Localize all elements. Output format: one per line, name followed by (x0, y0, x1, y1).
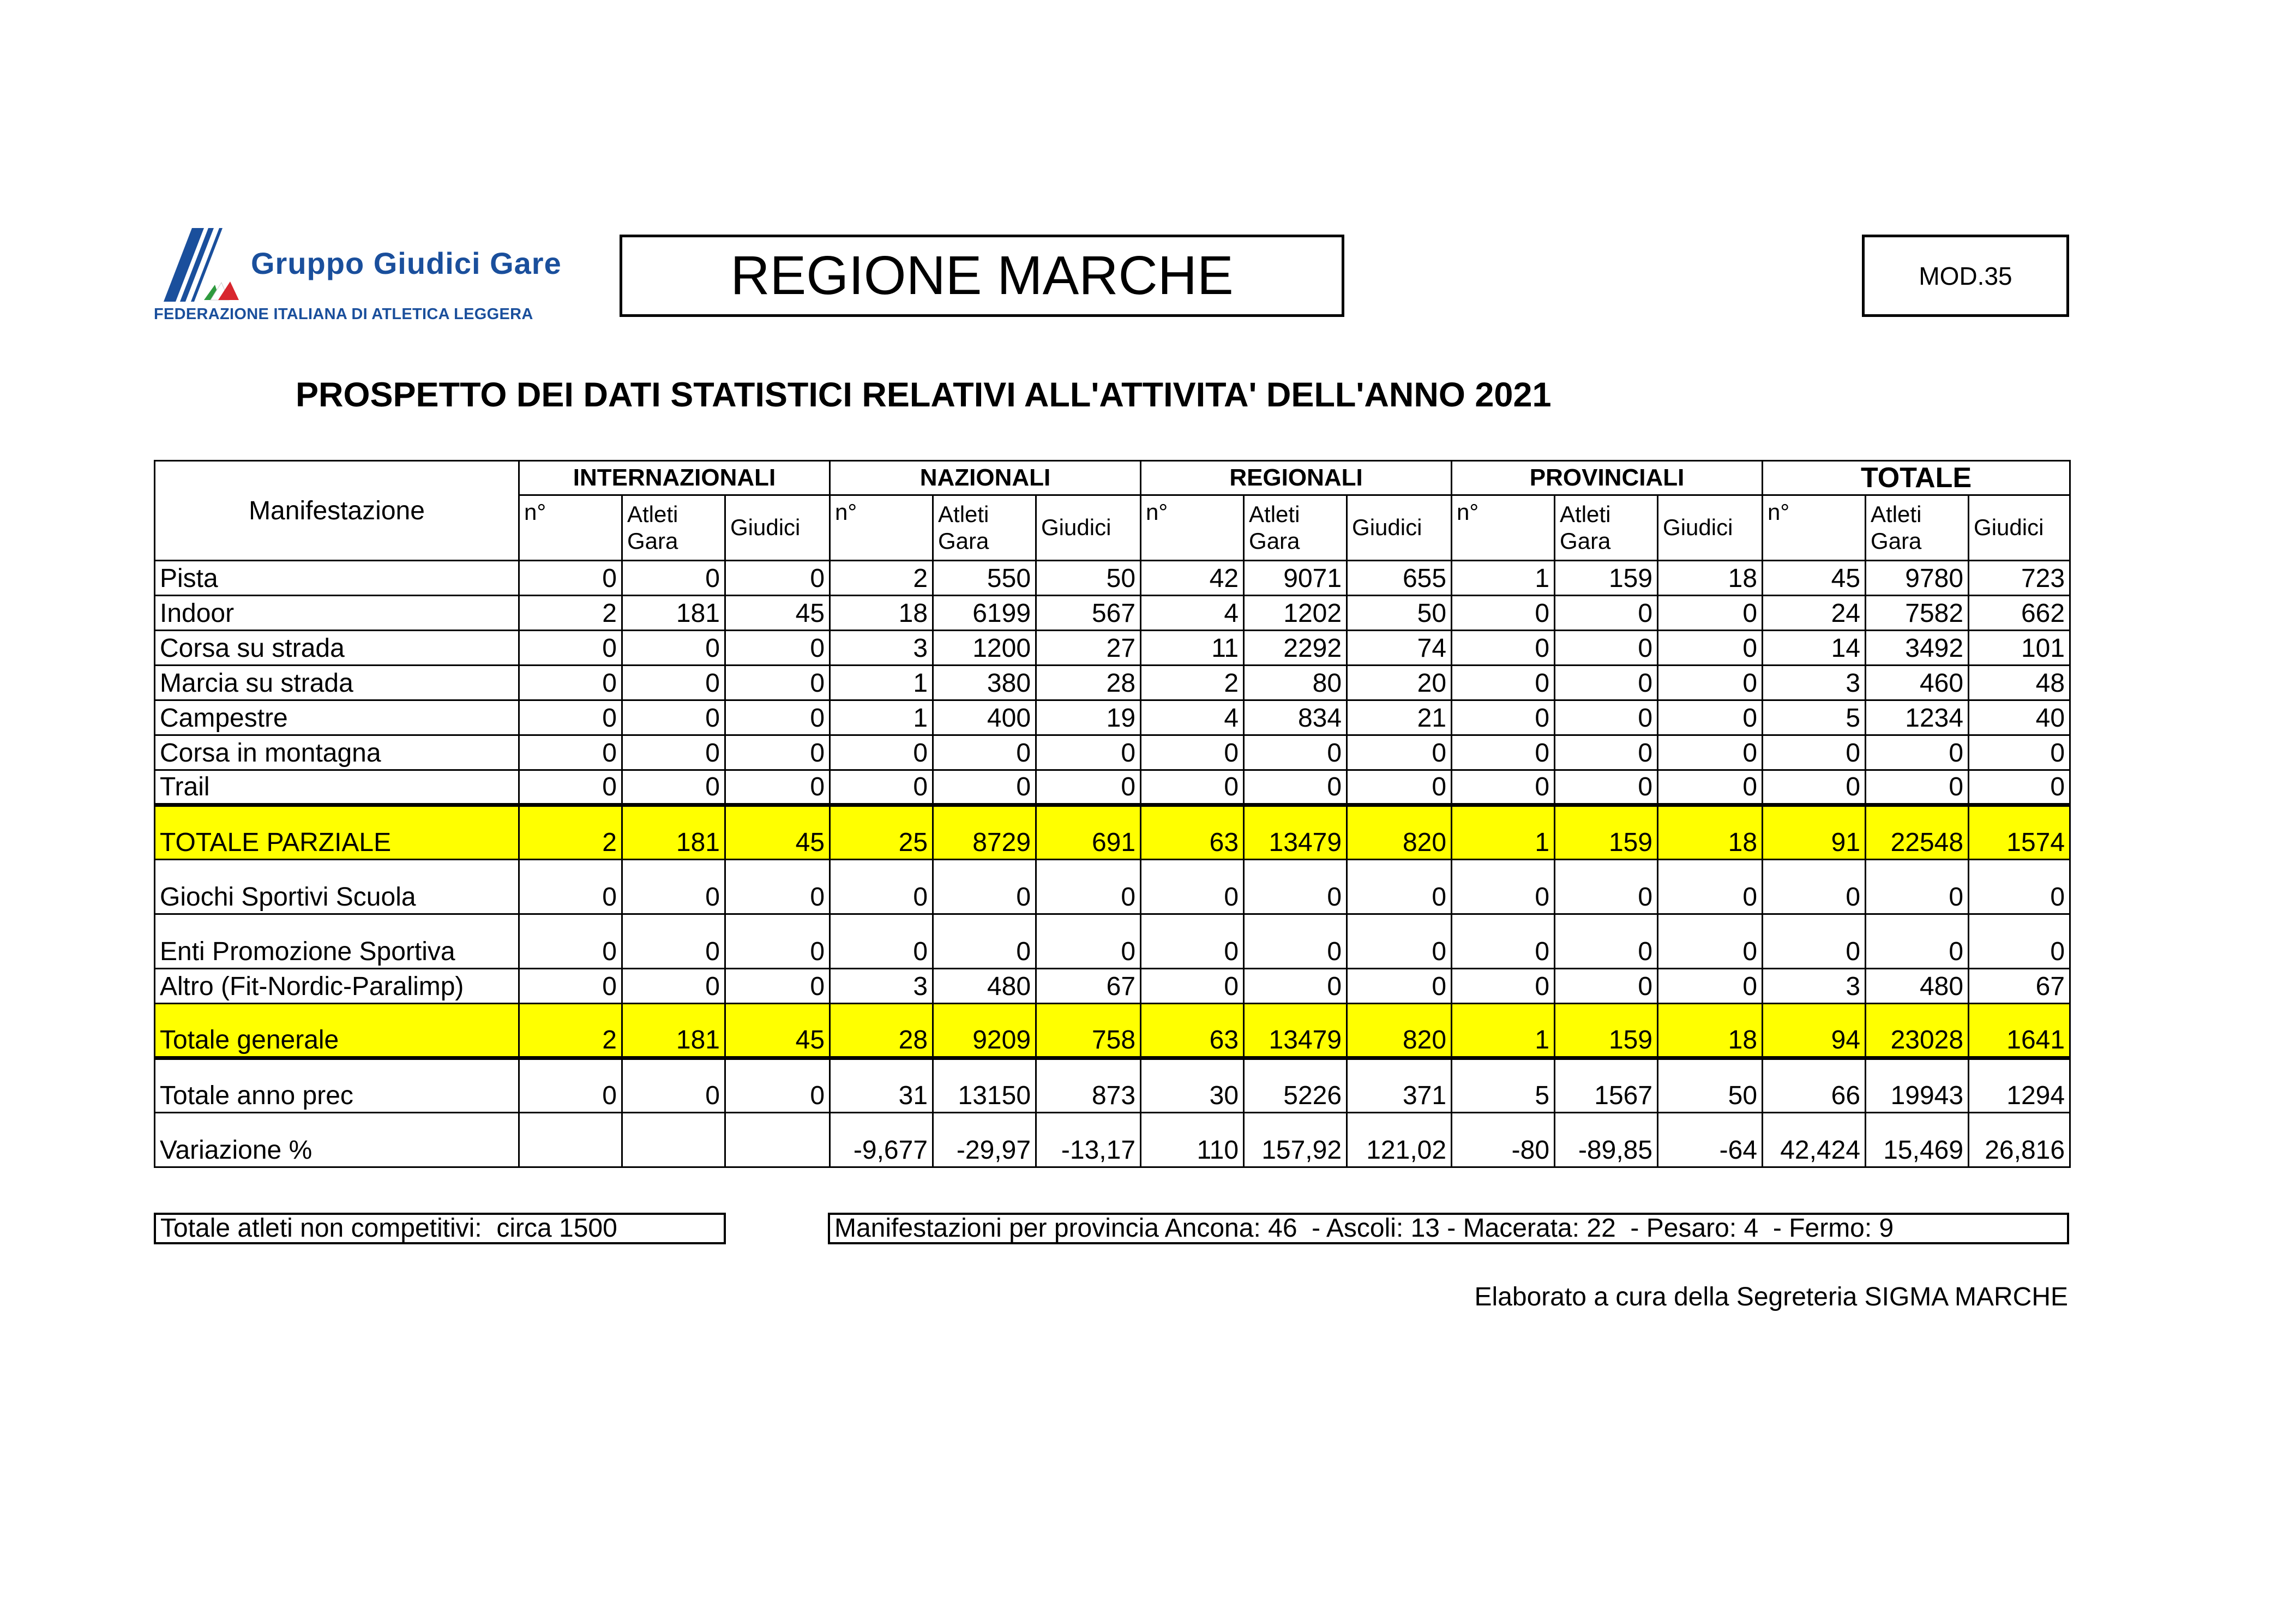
subheader-n-internazionali: n° (519, 495, 622, 561)
table-cell: 18 (1658, 805, 1763, 860)
table-cell: 63 (1141, 805, 1244, 860)
table-cell: 0 (1452, 969, 1555, 1004)
manifestazione-header: Manifestazione (155, 461, 519, 561)
subheader-gara-text: Gara (1249, 528, 1300, 554)
table-cell: 2 (519, 805, 622, 860)
table-cell: -80 (1452, 1113, 1555, 1167)
table-cell: 2 (519, 596, 622, 631)
table-cell: 1641 (1969, 1004, 2070, 1058)
subheader-n-totale: n° (1763, 495, 1866, 561)
table-cell: 0 (1763, 735, 1866, 770)
table-cell: 0 (519, 700, 622, 735)
row-label: Giochi Sportivi Scuola (155, 860, 519, 914)
subheader-atleti-text: Atleti (938, 501, 989, 528)
table-cell: 45 (725, 596, 830, 631)
table-cell: 20 (1347, 666, 1452, 700)
group-header-provinciali: PROVINCIALI (1452, 461, 1763, 495)
table-cell: 74 (1347, 631, 1452, 666)
table-cell: 0 (622, 561, 725, 596)
table-cell: 4 (1141, 596, 1244, 631)
table-cell (519, 1113, 622, 1167)
table-cell: 0 (725, 700, 830, 735)
table-cell: 94 (1763, 1004, 1866, 1058)
table-cell: 101 (1969, 631, 2070, 666)
table-cell: 1 (830, 666, 933, 700)
group-header-regionali: REGIONALI (1141, 461, 1452, 495)
subheader-atleti-text: Atleti (1871, 501, 1922, 528)
table-cell: 0 (725, 969, 830, 1004)
table-cell: 0 (622, 666, 725, 700)
subheader-atleti-gara-regionali (1244, 495, 1347, 561)
table-cell: 0 (725, 770, 830, 805)
table-cell: 3 (830, 631, 933, 666)
table-cell: 371 (1347, 1058, 1452, 1113)
table-cell: 18 (1658, 561, 1763, 596)
table-cell: 42,424 (1763, 1113, 1866, 1167)
table-cell: 0 (519, 561, 622, 596)
table-cell: 0 (725, 735, 830, 770)
row-label: Marcia su strada (155, 666, 519, 700)
subheader-atleti-gara-nazionali (933, 495, 1036, 561)
table-cell: 3 (1763, 666, 1866, 700)
table-cell: 6199 (933, 596, 1036, 631)
table-cell: 0 (725, 561, 830, 596)
table-cell: 181 (622, 596, 725, 631)
table-cell: 0 (519, 1058, 622, 1113)
table-cell (622, 1113, 725, 1167)
table-cell: 0 (1452, 860, 1555, 914)
table-cell: 0 (1658, 596, 1763, 631)
row-label: Pista (155, 561, 519, 596)
table-cell: 21 (1347, 700, 1452, 735)
row-label: Trail (155, 770, 519, 805)
table-cell: 0 (1141, 735, 1244, 770)
table-row (155, 914, 2070, 969)
subheader-giudici-nazionali: Giudici (1036, 495, 1141, 561)
table-cell: 0 (1244, 914, 1347, 969)
table-cell: 0 (1866, 735, 1969, 770)
table-cell: 873 (1036, 1058, 1141, 1113)
table-cell: 1234 (1866, 700, 1969, 735)
table-cell: 13150 (933, 1058, 1036, 1113)
logo-subtitle: FEDERAZIONE ITALIANA DI ATLETICA LEGGERA (154, 305, 533, 323)
subheader-atleti-text: Atleti (1249, 501, 1300, 528)
table-cell: 2 (519, 1004, 622, 1058)
row-label: Totale anno prec (155, 1058, 519, 1113)
table-cell: 50 (1658, 1058, 1763, 1113)
table-row (155, 1058, 2070, 1113)
table-cell: 0 (1555, 860, 1658, 914)
table-cell: 0 (1763, 860, 1866, 914)
table-cell: 67 (1036, 969, 1141, 1004)
table-cell: 2 (1141, 666, 1244, 700)
table-cell: 1202 (1244, 596, 1347, 631)
row-label: Altro (Fit-Nordic-Paralimp) (155, 969, 519, 1004)
subheader-atleti-gara-provinciali (1555, 495, 1658, 561)
table-cell: 91 (1763, 805, 1866, 860)
table-row (155, 860, 2070, 914)
group-header-row (155, 461, 2070, 495)
table-cell: 19 (1036, 700, 1141, 735)
table-cell: 655 (1347, 561, 1452, 596)
table-cell: 5 (1763, 700, 1866, 735)
subheader-n-regionali: n° (1141, 495, 1244, 561)
subheader-giudici-internazionali: Giudici (725, 495, 830, 561)
table-row (155, 805, 2070, 860)
table-cell: 3492 (1866, 631, 1969, 666)
table-cell: 50 (1036, 561, 1141, 596)
table-cell: 400 (933, 700, 1036, 735)
table-cell: 18 (1658, 1004, 1763, 1058)
events-by-province-note: Manifestazioni per provincia Ancona: 46 - Ascoli: 13 - Macerata: 22 - Pesaro: 4 - Fermo: 9 (828, 1213, 2069, 1244)
table-cell: 0 (1036, 860, 1141, 914)
table-cell: 0 (1555, 914, 1658, 969)
table-cell: 0 (1555, 700, 1658, 735)
subheader-atleti-text: Atleti (1560, 501, 1611, 528)
table-cell: 0 (622, 914, 725, 969)
subheader-gara-text: Gara (1871, 528, 1922, 554)
table-cell: 0 (830, 770, 933, 805)
table-row (155, 631, 2070, 666)
table-cell: 181 (622, 1004, 725, 1058)
table-cell: 662 (1969, 596, 2070, 631)
subheader-atleti-text: Atleti (627, 501, 678, 528)
table-cell: 24 (1763, 596, 1866, 631)
logo (154, 228, 562, 326)
table-cell: 0 (1141, 969, 1244, 1004)
table-cell: 1567 (1555, 1058, 1658, 1113)
table-cell: 121,02 (1347, 1113, 1452, 1167)
table-cell: 0 (933, 770, 1036, 805)
table-cell: 0 (1452, 914, 1555, 969)
table-row (155, 770, 2070, 805)
table-cell: 4 (1141, 700, 1244, 735)
table-cell: 1 (1452, 1004, 1555, 1058)
table-cell: 0 (1866, 770, 1969, 805)
table-row (155, 561, 2070, 596)
table-cell: 0 (622, 700, 725, 735)
table-cell: 14 (1763, 631, 1866, 666)
table-cell: 0 (725, 631, 830, 666)
table-cell: 1200 (933, 631, 1036, 666)
table-cell: 181 (622, 805, 725, 860)
table-cell: 0 (1452, 596, 1555, 631)
table-cell: 1294 (1969, 1058, 2070, 1113)
table-cell: 0 (1036, 914, 1141, 969)
table-cell: 0 (1347, 735, 1452, 770)
table-cell: 0 (1347, 770, 1452, 805)
table-cell: 45 (1763, 561, 1866, 596)
logo-title: Gruppo Giudici Gare (251, 246, 562, 280)
table-cell: 3 (1763, 969, 1866, 1004)
table-cell: 0 (1452, 631, 1555, 666)
table-cell: 0 (1452, 735, 1555, 770)
table-cell: 5226 (1244, 1058, 1347, 1113)
group-header-nazionali: NAZIONALI (830, 461, 1141, 495)
table-cell: 0 (1036, 735, 1141, 770)
table-cell: 0 (725, 666, 830, 700)
table-cell: 0 (1969, 914, 2070, 969)
table-cell: 0 (519, 770, 622, 805)
table-cell: 0 (622, 969, 725, 1004)
subheader-atleti-gara-totale (1866, 495, 1969, 561)
row-label: Corsa in montagna (155, 735, 519, 770)
table-cell: 0 (1555, 969, 1658, 1004)
table-cell: 27 (1036, 631, 1141, 666)
table-cell: 0 (1036, 770, 1141, 805)
table-cell: 80 (1244, 666, 1347, 700)
table-cell: 13479 (1244, 1004, 1347, 1058)
table-cell: 1 (1452, 805, 1555, 860)
table-cell: 0 (1555, 735, 1658, 770)
table-cell: -29,97 (933, 1113, 1036, 1167)
table-cell: 0 (1658, 969, 1763, 1004)
table-cell: 567 (1036, 596, 1141, 631)
table-cell: 0 (622, 860, 725, 914)
row-label: Totale generale (155, 1004, 519, 1058)
table-cell: 480 (1866, 969, 1969, 1004)
table-cell: 820 (1347, 1004, 1452, 1058)
table-cell: 1 (1452, 561, 1555, 596)
subheader-atleti-gara-internazionali (622, 495, 725, 561)
table-cell: 0 (1763, 770, 1866, 805)
table-cell: 159 (1555, 561, 1658, 596)
table-row (155, 969, 2070, 1004)
form-code: MOD.35 (1862, 235, 2069, 317)
table-cell: 0 (1969, 860, 2070, 914)
table-cell: 0 (830, 914, 933, 969)
table-cell: 0 (1658, 666, 1763, 700)
table-cell: 11 (1141, 631, 1244, 666)
table-cell: 0 (1347, 914, 1452, 969)
table-cell: 157,92 (1244, 1113, 1347, 1167)
table-cell: 2 (830, 561, 933, 596)
row-label: Campestre (155, 700, 519, 735)
table-cell: 0 (1452, 700, 1555, 735)
table-cell: 834 (1244, 700, 1347, 735)
table-cell: 0 (1555, 596, 1658, 631)
table-cell: 0 (725, 1058, 830, 1113)
row-label: Variazione % (155, 1113, 519, 1167)
table-cell: 0 (830, 860, 933, 914)
statistics-table (154, 460, 2071, 1168)
table-cell: 480 (933, 969, 1036, 1004)
non-competitive-athletes-note: Totale atleti non competitivi: circa 1500 (154, 1213, 726, 1244)
row-label: TOTALE PARZIALE (155, 805, 519, 860)
table-cell: 5 (1452, 1058, 1555, 1113)
table-cell: 0 (622, 1058, 725, 1113)
table-row (155, 1113, 2070, 1167)
table-cell: 45 (725, 1004, 830, 1058)
table-cell: 0 (1244, 969, 1347, 1004)
table-cell: 380 (933, 666, 1036, 700)
table-cell: 9071 (1244, 561, 1347, 596)
table-cell: 691 (1036, 805, 1141, 860)
table-row (155, 596, 2070, 631)
table-cell: -89,85 (1555, 1113, 1658, 1167)
table-cell: 0 (622, 735, 725, 770)
table-cell: 0 (1452, 770, 1555, 805)
table-cell: 28 (1036, 666, 1141, 700)
table-cell: 0 (519, 666, 622, 700)
table-cell: 0 (1141, 914, 1244, 969)
table-cell: 30 (1141, 1058, 1244, 1113)
table-cell: 0 (725, 860, 830, 914)
table-cell: 0 (1347, 969, 1452, 1004)
table-cell: 0 (1969, 735, 2070, 770)
subheader-giudici-totale: Giudici (1969, 495, 2070, 561)
table-cell (725, 1113, 830, 1167)
table-cell: 0 (1141, 860, 1244, 914)
table-cell: 1574 (1969, 805, 2070, 860)
subheader-n-nazionali: n° (830, 495, 933, 561)
table-cell: 19943 (1866, 1058, 1969, 1113)
table-cell: 42 (1141, 561, 1244, 596)
logo-emblem-icon (154, 228, 252, 304)
table-cell: 0 (1658, 631, 1763, 666)
footer-note: Elaborato a cura della Segreteria SIGMA MARCHE (1474, 1283, 2068, 1311)
subheader-gara-text: Gara (1560, 528, 1611, 554)
table-cell: 40 (1969, 700, 2070, 735)
table-cell: 50 (1347, 596, 1452, 631)
group-header-internazionali: INTERNAZIONALI (519, 461, 830, 495)
table-cell: 15,469 (1866, 1113, 1969, 1167)
table-cell: 0 (933, 860, 1036, 914)
table-cell: 0 (622, 770, 725, 805)
table-cell: 66 (1763, 1058, 1866, 1113)
page-title: PROSPETTO DEI DATI STATISTICI RELATIVI ALL'ATTIVITA' DELL'ANNO 2021 (296, 376, 1552, 414)
table-cell: 26,816 (1969, 1113, 2070, 1167)
table-cell: -64 (1658, 1113, 1763, 1167)
table-cell: 48 (1969, 666, 2070, 700)
table-cell: 0 (1347, 860, 1452, 914)
subheader-giudici-regionali: Giudici (1347, 495, 1452, 561)
table-cell: 0 (1658, 860, 1763, 914)
table-cell: 159 (1555, 1004, 1658, 1058)
row-label: Enti Promozione Sportiva (155, 914, 519, 969)
table-cell: 0 (1866, 914, 1969, 969)
table-cell: 0 (1658, 770, 1763, 805)
subheader-gara-text: Gara (938, 528, 989, 554)
table-cell: -13,17 (1036, 1113, 1141, 1167)
table-cell: 22548 (1866, 805, 1969, 860)
table-cell: 0 (1555, 770, 1658, 805)
table-row (155, 700, 2070, 735)
row-label: Indoor (155, 596, 519, 631)
table-cell: 550 (933, 561, 1036, 596)
table-cell: 0 (1244, 860, 1347, 914)
subheader-gara-text: Gara (627, 528, 678, 554)
table-cell: 31 (830, 1058, 933, 1113)
table-cell: 45 (725, 805, 830, 860)
table-cell: 723 (1969, 561, 2070, 596)
table-cell: 9780 (1866, 561, 1969, 596)
table-cell: 0 (830, 735, 933, 770)
table-cell: -9,677 (830, 1113, 933, 1167)
table-cell: 25 (830, 805, 933, 860)
table-cell: 0 (519, 735, 622, 770)
subheader-n-provinciali: n° (1452, 495, 1555, 561)
table-row (155, 666, 2070, 700)
table-cell: 0 (1866, 860, 1969, 914)
row-label: Corsa su strada (155, 631, 519, 666)
subheader-giudici-provinciali: Giudici (1658, 495, 1763, 561)
table-cell: 0 (1658, 735, 1763, 770)
table-cell: 159 (1555, 805, 1658, 860)
table-cell: 13479 (1244, 805, 1347, 860)
table-cell: 0 (1969, 770, 2070, 805)
table-cell: 0 (1555, 666, 1658, 700)
table-cell: 820 (1347, 805, 1452, 860)
table-cell: 0 (933, 735, 1036, 770)
table-cell: 0 (1244, 770, 1347, 805)
table-cell: 8729 (933, 805, 1036, 860)
table-cell: 0 (1141, 770, 1244, 805)
table-cell: 18 (830, 596, 933, 631)
table-cell: 2292 (1244, 631, 1347, 666)
table-cell: 460 (1866, 666, 1969, 700)
table-cell: 9209 (933, 1004, 1036, 1058)
table-cell: 7582 (1866, 596, 1969, 631)
table-cell: 28 (830, 1004, 933, 1058)
region-title: REGIONE MARCHE (620, 235, 1344, 317)
table-cell: 0 (519, 860, 622, 914)
table-cell: 67 (1969, 969, 2070, 1004)
table-cell: 0 (933, 914, 1036, 969)
table-cell: 0 (1555, 631, 1658, 666)
table-cell: 3 (830, 969, 933, 1004)
table-cell: 758 (1036, 1004, 1141, 1058)
table-cell: 63 (1141, 1004, 1244, 1058)
table-cell: 0 (1658, 914, 1763, 969)
table-cell: 1 (830, 700, 933, 735)
table-cell: 0 (1658, 700, 1763, 735)
table-cell: 0 (725, 914, 830, 969)
table-cell: 0 (519, 914, 622, 969)
table-row (155, 1004, 2070, 1058)
table-cell: 0 (519, 969, 622, 1004)
table-row (155, 735, 2070, 770)
table-cell: 0 (622, 631, 725, 666)
table-cell: 0 (1244, 735, 1347, 770)
table-cell: 110 (1141, 1113, 1244, 1167)
table-cell: 0 (1452, 666, 1555, 700)
table-cell: 0 (519, 631, 622, 666)
group-header-totale: TOTALE (1763, 461, 2070, 495)
table-cell: 0 (1763, 914, 1866, 969)
table-cell: 23028 (1866, 1004, 1969, 1058)
